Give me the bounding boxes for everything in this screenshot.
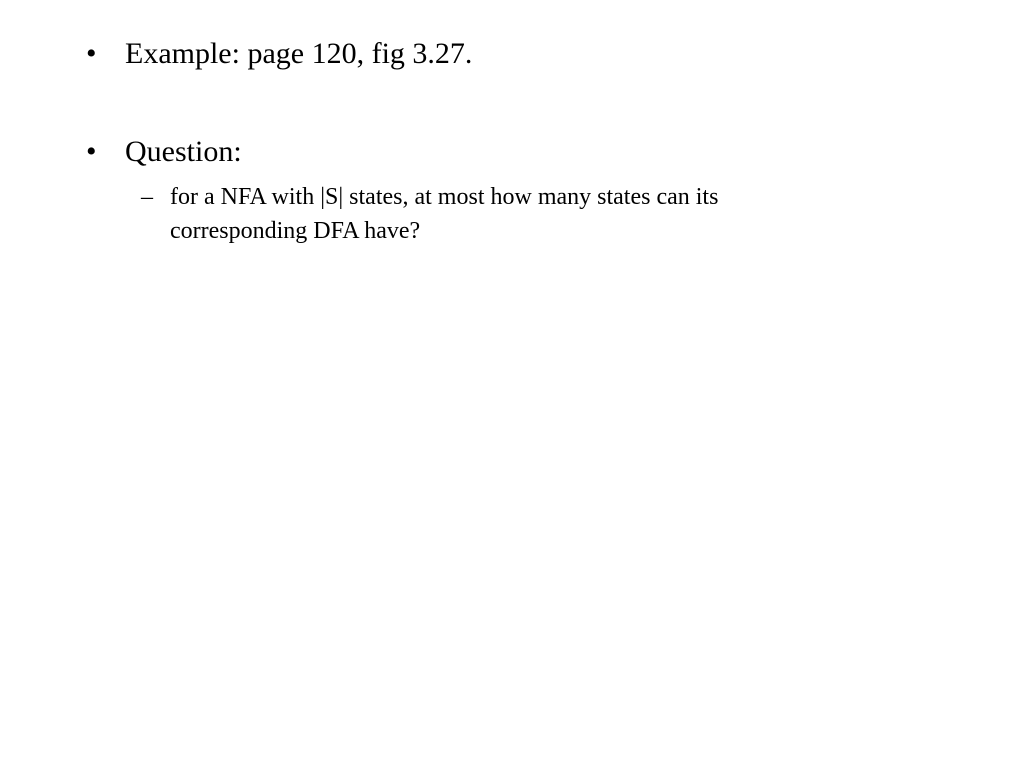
bullet-text: Example: page 120, fig 3.27. [125,37,473,70]
sub-bullet-marker: – [141,184,153,210]
bullet-text: Question: [125,135,242,168]
sub-bullet-text: for a NFA with |S| states, at most how many states can its corresponding DFA have? [170,184,719,244]
bullet-marker: • [86,37,97,70]
bullet-marker: • [86,135,97,168]
